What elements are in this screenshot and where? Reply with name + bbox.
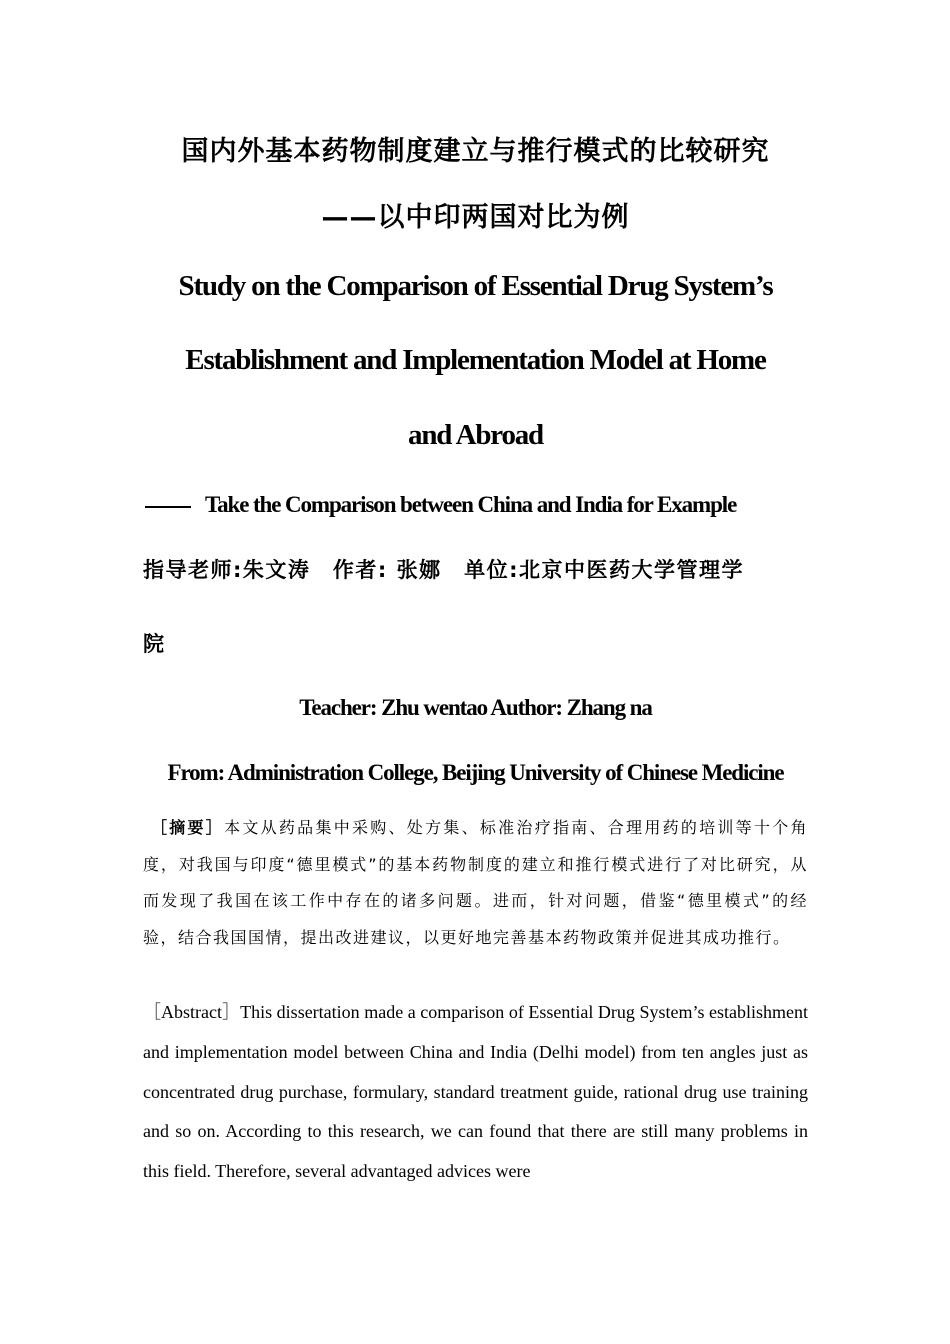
chinese-title-line-2: ——以中印两国对比为例 [321, 202, 630, 233]
english-teacher-author: Teacher: Zhu wentao Author: Zhang na [299, 695, 652, 720]
english-abstract: ［Abstract］This dissertation made a comparison of Essential Drug System’s establishment and implementation model between China and India (Delhi model) from ten angles just as concentrated drug purchase, formulary, standard treatment guide, rational drug use training and so on. According to this research, we can found that there are still many problems in this field. Therefore, several advantaged advices were [143, 1002, 808, 1182]
chinese-author-info-line-2: 院 [143, 632, 166, 656]
chinese-author-info-line-1: 指导老师:朱文涛 作者: 张娜 单位:北京中医药大学管理学 [143, 558, 745, 582]
english-title-line-1: Study on the Comparison of Essential Drug System’s [178, 270, 773, 302]
chinese-abstract-text: 本文从药品集中采购、处方集、标准治疗指南、合理用药的培训等十个角度，对我国与印度“德里模式”的基本药物制度的建立和推行模式进行了对比研究，从而发现了我国在该工作中存在的诸多问题。进而，针对问题，借鉴“德里模式”的经验，结合我国国情，提出改进建议，以更好地完善基本药物政策并促进其成功推行。 [143, 818, 808, 947]
chinese-title-line-1: 国内外基本药物制度建立与推行模式的比较研究 [181, 136, 770, 167]
chinese-abstract-label: ［摘要］ [151, 818, 225, 837]
chinese-abstract [143, 810, 808, 956]
english-affiliation: From: Administration College, Beijing University of Chinese Medicine [167, 760, 784, 785]
english-title-line-3: and Abroad [408, 419, 543, 451]
english-title-line-2: Establishment and Implementation Model at Home [185, 344, 766, 376]
subtitle-dash [145, 506, 191, 508]
english-subtitle [143, 490, 808, 520]
english-subtitle-text: Take the Comparison between China and India for Example [205, 492, 737, 517]
